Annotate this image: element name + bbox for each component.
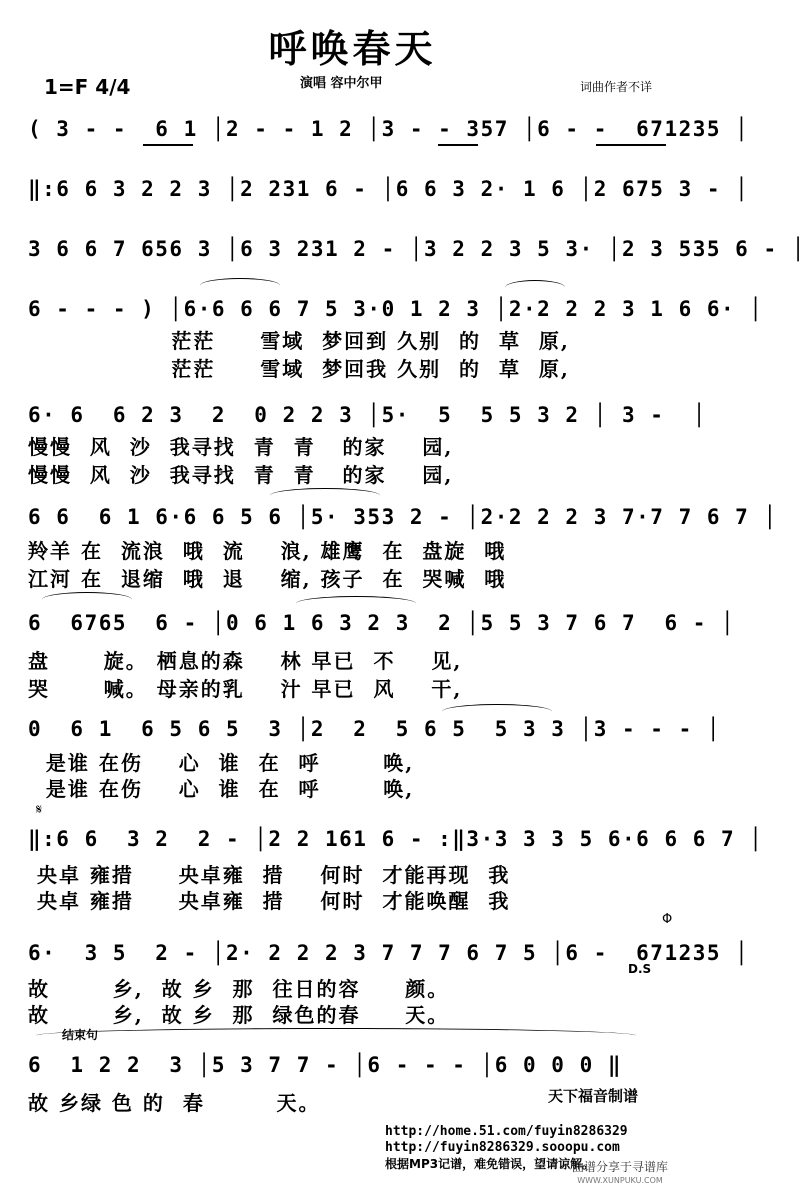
beam-underline (438, 144, 478, 146)
lyric-line-6b: 央卓 雍措 央卓雍 措 何时 才能唤醒 我 (28, 889, 511, 913)
lyric-line-6a: 央卓 雍措 央卓雍 措 何时 才能再现 我 (28, 863, 511, 887)
staff-line-9: ‖:6 6 3 2 2 - │2 2 161 6 - :‖3·3 3 3 5 6·6 6 6 7 │ (28, 827, 764, 851)
lyric-line-1a: 茫茫 雪域 梦回到 久别 的 草 原, (28, 329, 570, 353)
segno-mark: 𝄋 (36, 802, 43, 818)
lyric-line-4b: 哭 喊。 母亲的乳 汁 早已 风 干, (28, 677, 463, 701)
staff-line-10: 6· 3 5 2 - │2· 2 2 2 3 7 7 7 6 7 5 │6 - 671235 │ (28, 941, 750, 965)
beam-underline (596, 144, 666, 146)
publisher-label: 天下福音制谱 (548, 1087, 639, 1105)
staff-line-11: 6 1 2 2 3 │5 3 7 7 - │6 - - - │6 0 0 0 ‖ (28, 1053, 623, 1077)
watermark (540, 1160, 700, 1190)
staff-line-1: ( 3 - - 6 1 │2 - - 1 2 │3 - - 357 │6 - - 671235 │ (28, 117, 750, 141)
lyric-line-3a: 羚羊 在 流浪 哦 流 浪, 雄鹰 在 盘旋 哦 (28, 539, 507, 563)
staff-line-6: 6 6 6 1 6·6 6 5 6 │5· 353 2 - │2·2 2 2 3 7·7 7 6 7 │ (28, 505, 778, 529)
coda-mark: Φ (662, 912, 673, 927)
lyric-line-8: 故 乡绿 色 的 春 天。 (28, 1091, 321, 1115)
staff-line-3: 3 6 6 7 656 3 │6 3 231 2 - │3 2 2 3 5 3· │2 3 535 6 - │ (28, 237, 806, 261)
ds-mark: D.S (628, 962, 652, 976)
lyric-line-5a: 是谁 在伤 心 谁 在 呼 唤, (28, 751, 415, 775)
outro-slur (36, 1028, 636, 1043)
slur-mark (505, 280, 565, 295)
slur-mark (296, 596, 416, 611)
transcription-note: 根据MP3记谱，难免错误，望请谅解。 (385, 1157, 595, 1171)
outro-label: 结束句 (62, 1028, 99, 1042)
staff-line-5: 6· 6 6 2 3 2 0 2 2 3 │5· 5 5 5 3 2 │ 3 - │ (28, 403, 707, 427)
staff-line-2: ‖:6 6 3 2 2 3 │2 231 6 - │6 6 3 2· 1 6 │2 675 3 - │ (28, 177, 750, 201)
lyric-line-7b: 故 乡, 故 乡 那 绿色的春 天。 (28, 1003, 450, 1027)
lyric-line-2b: 慢慢 风 沙 我寻找 青 青 的家 园, (28, 463, 454, 487)
staff-line-7: 6 6765 6 - │0 6 1 6 3 2 3 2 │5 5 3 7 6 7 6 - │ (28, 611, 736, 635)
lyric-line-4a: 盘 旋。 栖息的森 林 早已 不 见, (28, 649, 463, 673)
source-url-2[interactable]: http://fuyin8286329.sooopu.com (385, 1140, 620, 1155)
slur-mark (200, 278, 280, 293)
slur-mark (42, 592, 132, 607)
watermark-url: WWW.XUNPUKU.COM (577, 1176, 663, 1185)
source-url-1[interactable]: http://home.51.com/fuyin8286329 (385, 1124, 628, 1139)
staff-line-8: 0 6 1 6 5 6 5 3 │2 2 5 6 5 5 3 3 │3 - - - │ (28, 717, 722, 741)
lyric-line-3b: 江河 在 退缩 哦 退 缩, 孩子 在 哭喊 哦 (28, 567, 507, 591)
lyric-line-1b: 茫茫 雪域 梦回我 久别 的 草 原, (28, 357, 570, 381)
beam-underline (143, 144, 193, 146)
staff-line-4: 6 - - - ) │6·6 6 6 7 5 3·0 1 2 3 │2·2 2 2 3 1 6 6· │ (28, 297, 764, 321)
lyric-line-2a: 慢慢 风 沙 我寻找 青 青 的家 园, (28, 435, 454, 459)
lyric-line-5b: 是谁 在伤 心 谁 在 呼 唤, (28, 777, 415, 801)
singer-credit: 演唱 容中尔甲 (300, 76, 383, 91)
watermark-text: 曲谱分享于寻谱库 (571, 1160, 668, 1174)
lyric-line-7a: 故 乡, 故 乡 那 往日的容 颜。 (28, 977, 450, 1001)
slur-mark (270, 488, 380, 503)
slur-mark (442, 704, 552, 719)
key-signature: 1=F 4/4 (44, 75, 131, 99)
composer-credit: 词曲作者不详 (580, 80, 653, 94)
song-title: 呼唤春天 (268, 27, 437, 71)
